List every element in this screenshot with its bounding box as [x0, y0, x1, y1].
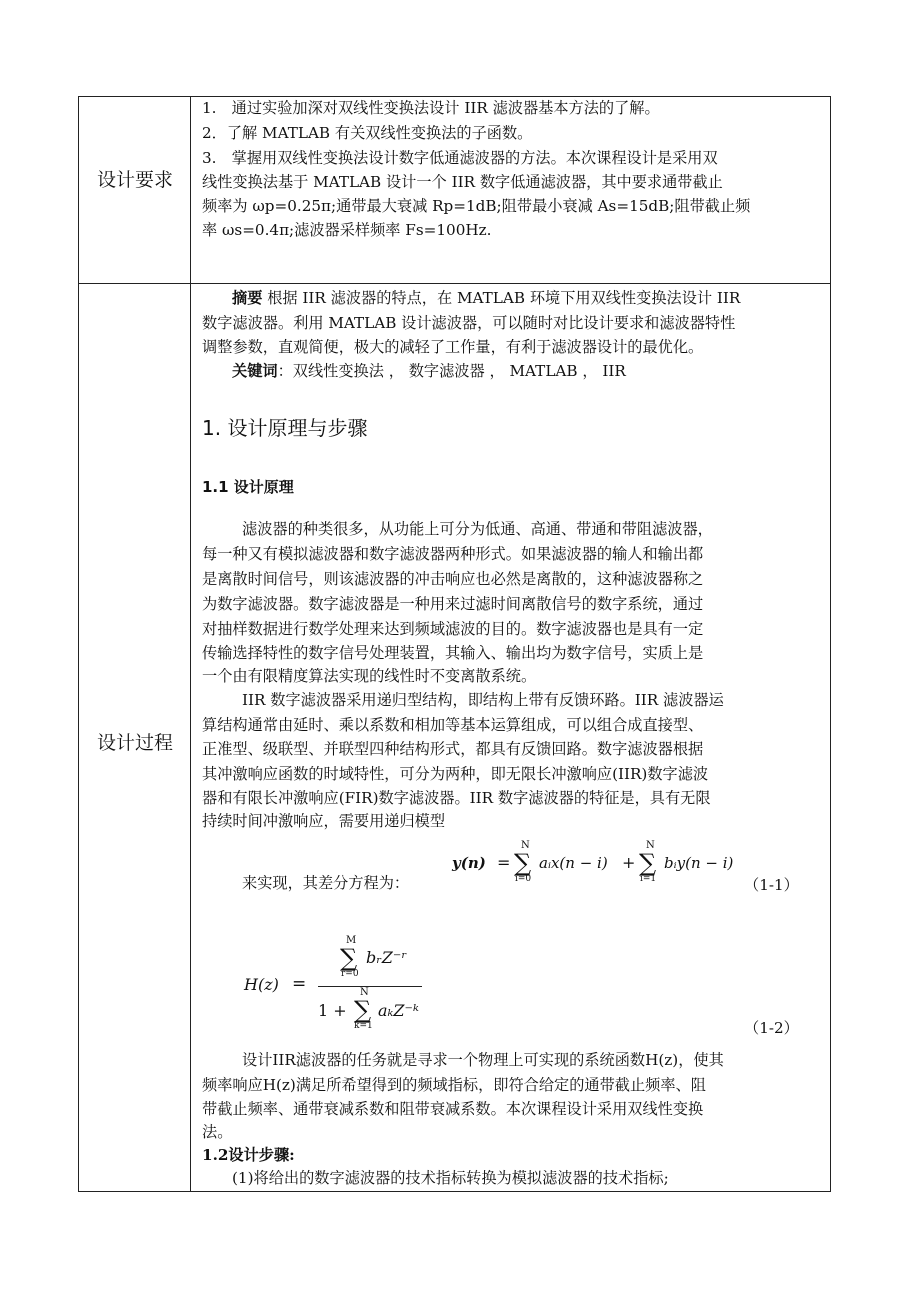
table-right-border	[830, 96, 831, 1192]
keywords-text: ：双线性变换法 ， 数字滤波器 ， MATLAB ， IIR	[277, 362, 626, 380]
table-left-border	[78, 96, 79, 1192]
paragraph-line: 频率响应H(z)满足所希望得到的频域指标，即符合给定的通带截止频率、阻	[202, 1076, 706, 1094]
abstract-label: 摘要	[232, 289, 263, 307]
eq2-den-top: N	[360, 987, 369, 998]
eq1-sum1-bottom: i=0	[515, 874, 532, 884]
paragraph-line: 带截止频率、通带衰减系数和阻带衰减系数。本次课程设计采用双线性变换	[202, 1100, 704, 1118]
eq1-equals: =	[497, 853, 511, 872]
requirement-line: 2．了解 MATLAB 有关双线性变换法的子函数。	[202, 124, 533, 142]
requirement-line: 线性变换法基于 MATLAB 设计一个 IIR 数字低通滤波器，其中要求通带截止	[202, 173, 723, 191]
sigma-icon: ∑	[639, 849, 657, 877]
sigma-icon: ∑	[340, 944, 358, 972]
eq2-den-bottom: k=1	[354, 1021, 373, 1031]
abstract-line: 调整参数，直观简便，极大的减轻了工作量，有利于滤波器设计的最优化。	[202, 338, 704, 356]
eq2-lhs: H(z)	[244, 975, 279, 994]
keywords-label: 关键词	[232, 362, 278, 380]
paragraph-line: 算结构通常由延时、乘以系数和相加等基本运算组成，可以组合成直接型、	[202, 716, 704, 734]
keywords-line	[232, 361, 822, 381]
eq1-term2: bᵢy(n − i)	[664, 854, 734, 872]
requirement-line: 3. 掌握用双线性变换法设计数字低通滤波器的方法。本次课程设计是采用双	[202, 149, 718, 167]
eq2-den-one: 1 +	[318, 1001, 347, 1020]
paragraph-line: 为数字滤波器。数字滤波器是一种用来过滤时间离散信号的数字系统，通过	[202, 595, 704, 613]
process-label: 设计过程	[96, 732, 173, 754]
paragraph-line: 是离散时间信号，则该滤波器的冲击响应也必然是离散的，这种滤波器称之	[202, 570, 704, 588]
step-line: (1)将给出的数字滤波器的技术指标转换为模拟滤波器的技术指标;	[232, 1169, 669, 1187]
eq1-lhs: y(n)	[452, 854, 486, 872]
paragraph-line: IIR 数字滤波器采用递归型结构，即结构上带有反馈环路。IIR 滤波器运	[242, 691, 724, 709]
requirement-line: 1. 通过实验加深对双线性变换法设计 IIR 滤波器基本方法的了解。	[202, 99, 660, 117]
eq1-sum2-bottom: i=1	[640, 874, 657, 884]
paragraph-line: 滤波器的种类很多，从功能上可分为低通、高通、带通和带阻滤波器，	[242, 520, 713, 538]
eq1-plus: +	[622, 853, 636, 872]
subsection-heading: 1.2设计步骤:	[202, 1146, 295, 1164]
paragraph-line: 对抽样数据进行数学处理来达到频域滤波的目的。数字滤波器也是具有一定	[202, 620, 704, 638]
abstract-line	[232, 288, 822, 308]
eq2-den-term: aₖZ⁻ᵏ	[378, 1001, 419, 1020]
eq2-num-bottom: r=0	[341, 969, 359, 979]
equation-number: （1-1）	[744, 876, 799, 894]
eq2-equals: =	[292, 974, 307, 994]
equation-number: （1-2）	[744, 1019, 799, 1037]
requirement-line: 率 ωs=0.4π;滤波器采样频率 Fs=100Hz.	[202, 221, 492, 239]
sigma-icon: ∑	[354, 996, 372, 1024]
abstract-text: 根据 IIR 滤波器的特点，在 MATLAB 环境下用双线性变换法设计 IIR	[262, 289, 741, 307]
paragraph-line: 法。	[202, 1123, 233, 1141]
requirement-line: 频率为 ωp=0.25π;通带最大衰减 Rp=1dB;阻带最小衰减 As=15dB;阻带截止频	[202, 197, 751, 215]
eq2-num-top: M	[346, 935, 357, 946]
paragraph-line: 一个由有限精度算法实现的线性时不变离散系统。	[202, 667, 537, 685]
paragraph-line: 持续时间冲激响应，需要用递归模型	[202, 812, 445, 830]
fraction-bar	[318, 986, 422, 987]
paragraph-line: 每一种又有模拟滤波器和数字滤波器两种形式。如果滤波器的输人和输出都	[202, 545, 704, 563]
subsection-heading: 1.1 设计原理	[202, 478, 294, 496]
paragraph-line: 器和有限长冲激响应(FIR)数字滤波器。IIR 数字滤波器的特征是，具有无限	[202, 789, 711, 807]
paragraph-line: 其冲激响应函数的时域特性，可分为两种，即无限长冲激响应(IIR)数字滤波	[202, 765, 709, 783]
paragraph-line: 传输选择特性的数字信号处理装置，其输入、输出均为数字信号，实质上是	[202, 644, 704, 662]
abstract-line: 数字滤波器。利用 MATLAB 设计滤波器，可以随时对比设计要求和滤波器特性	[202, 314, 736, 332]
difference-equation-intro: 来实现，其差分方程为：	[242, 874, 410, 892]
requirements-label: 设计要求	[96, 169, 173, 191]
eq1-sum1-top: N	[521, 840, 530, 851]
sigma-icon: ∑	[514, 849, 532, 877]
eq1-sum2-top: N	[646, 840, 655, 851]
table-column-divider	[190, 96, 191, 1192]
eq2-num-term: bᵣZ⁻ʳ	[366, 948, 407, 967]
paragraph-line: 设计IIR滤波器的任务就是寻求一个物理上可实现的系统函数H(z)，使其	[242, 1051, 724, 1069]
paragraph-line: 正准型、级联型、并联型四种结构形式，都具有反馈回路。数字滤波器根据	[202, 740, 704, 758]
section-heading: 1. 设计原理与步骤	[202, 416, 368, 440]
eq1-term1: aᵢx(n − i)	[539, 854, 608, 872]
